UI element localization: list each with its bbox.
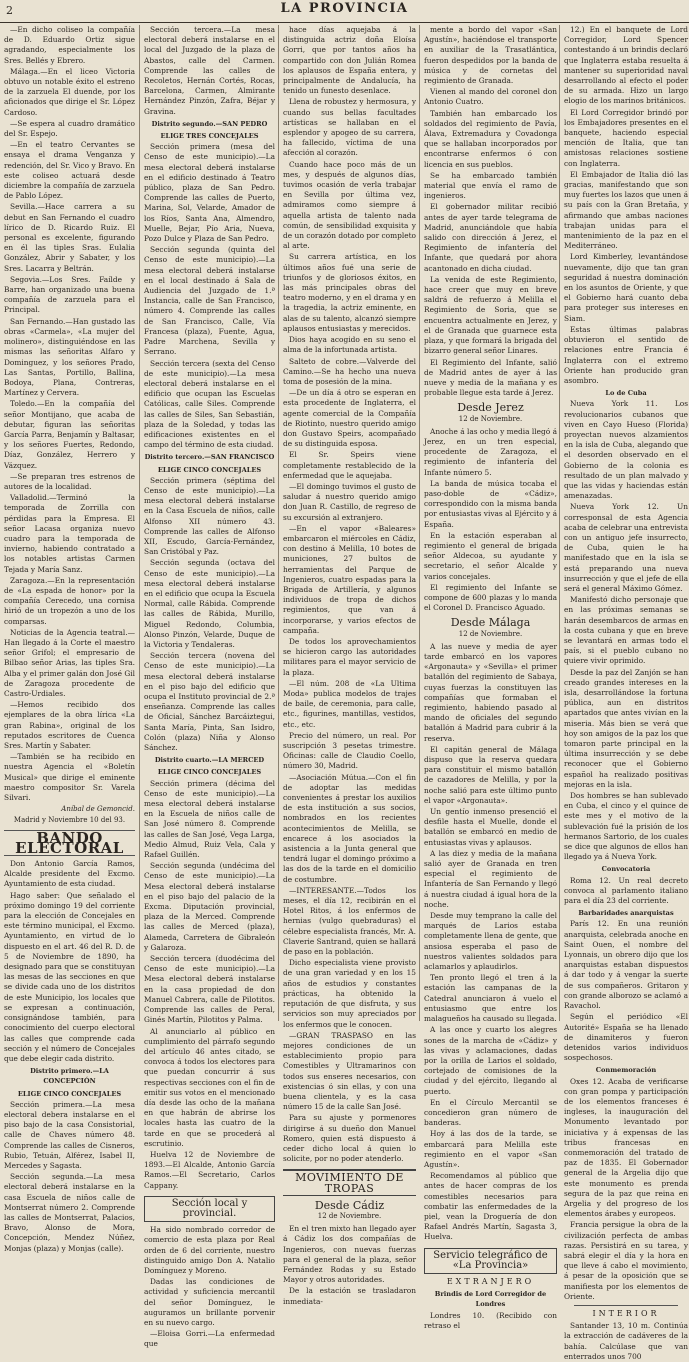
paragraph: Sevilla.—Hace carrera a su debut en San Fernando el cuadro lírico de D. Ricardo Ruiz. El personal es excelente, figurando en él las tiples Sras. Eulalia González, Abrir y Sabater, y los Sres. Lacarra y Beltrán. [4, 202, 135, 273]
paragraph: El Lord Corregidor brindó por los Embajadores presentes en el banquete, haciendo especial mención de Italia, que tan amistosas relaciones sostiene con Inglaterra. [564, 107, 688, 168]
section-heading: Sección local y provincial. [144, 1196, 275, 1222]
paragraph: Salteto de cobre.—Valverde del Camino.—Se ha hecho una nueva toma de posesión de la mina. [283, 356, 416, 386]
dateline: 12 de Noviembre. [458, 629, 523, 638]
subheading: Distrito primero.—LA CONCEPCIÓN [30, 1067, 109, 1086]
paragraph: Sección primera (décima del Censo de este municipio).—La mesa electoral deberá instalarse en la Escuela de niños calle de San José número 8. Comprende las calles de San José, Vega Larga, Medio Almud, Ruiz Vela, Cala y Rafael Guillén. [144, 778, 275, 860]
paragraph: París 12. En una reunión anarquista, celebrada anoche en Saint Ouen, el nombre del Lyonnais, un obrero dijo que los anarquistas estaban dispuestos á dar todo y á vengar la suerte de sus compañeros. Gritaron y con grande alborozo se aclamó a Ravachol. [564, 919, 688, 1011]
paragraph: La banda de música tocaba el paso-doble de «Cádiz», correspondido con la misma banda por entusiastas vivas al Ejército y á España. [424, 478, 557, 529]
paragraph: Roma 12. Un real decreto convoca al parlamento italiano para el día 23 del corriente. [564, 875, 688, 906]
subheading: Distrito segundo.—SAN PEDRO [151, 119, 268, 128]
paragraph: El capitán general de Málaga dispuso que la reserva quedara para constituir el mismo batallón de cazadores de Melilla, y por la noche salió para este último punto el vapor «Argonauta». [424, 744, 557, 805]
paragraph: Según el periódico «El Autorité» España se ha llenado de dinamiteros y fueron detenidos varios individuos sospechosos. [564, 1012, 688, 1063]
paragraph: Cuando hace poco más de un mes, y después de algunos días, tuvimos ocasión de verla trabajar en Sevilla por última vez, admiramos como siempre á aquella artista de talento nada común, de sensibilidad exquisita y de un corazón dotado por completo al arte. [283, 159, 416, 251]
paragraph: Vienen al mando del coronel don Antonio Cuatro. [424, 87, 557, 107]
paragraph: —El domingo tuvimos el gusto de saludar á nuestro querido amigo don Juan R. Castillo, de regreso de su excursión al extranjero. [283, 481, 416, 522]
page-header [0, 0, 689, 23]
paragraph: De la estación se trasladaron inmediata- [283, 1286, 416, 1306]
paragraph: Nueva York 12. Un corresponsal de esta Agencia acaba de celebrar una entrevista con un antiguo jefe insurrecto, de Cuba, quien le ha manifestado que en la isla se está preparando una nueva insurrección y que el jefe de ella será el general Máximo Gómez. [564, 502, 688, 593]
paragraph: Huelva 12 de Noviembre de 1893.—El Alcalde, Antonio García Ramos.—El Secretario, Carlos Cappany. [144, 1149, 275, 1190]
paragraph: —En el teatro Cervantes se ensaya el drama Venganza y redención, del Sr. Vico y Bravo. En este coliseo actuará desde diciembre la compañía de zarzuela de Pablo López. [4, 140, 135, 201]
paragraph: El Embajador de Italia dió las gracias, manifestando que son muy fuertes los lazos que unen á su país con la Gran Bretaña, y afirmando que ambas naciones trabajan unidas para el mantenimiento de la paz en el Mediterráneo. [564, 169, 688, 251]
paragraph: Al anunciarlo al público en cumplimiento del párrafo segundo del artículo 46 antes citado, se convoca á todos los electores para que puedan concurrir á sus respectivas secciones con el fin de emitir sus votos en el mencionado día desde las ocho de la mañana en que habrán de abrirse los locales hasta las cuatro de la tarde en que se procederá al escrutinio. [144, 1026, 275, 1148]
paragraph: Santander 13, 10 m. Continúa la extracción de cadáveres de la bahía. Calcúlase que van enterrados unos 700 [564, 1321, 688, 1361]
subheading: Convocatoria [601, 865, 651, 874]
paragraph: El Sr. Speirs viene completamente restablecido de la enfermedad que le aquejaba. [283, 450, 416, 480]
paragraph: Su carrera artística, en los últimos años fué una serie de triunfos y de gloriosos éxitos, en las más principales obras del teatro moderno, y en el drama y en la tragedia, la actriz eminente, en alas de su talento, alcanzó siempre aplausos entusiastas y merecidos. [283, 252, 416, 333]
paragraph: —En dicho coliseo la compañía de D. Eduardo Ortiz sigue agradando, especialmente los Sres. Bellés y Ebrero. [4, 25, 135, 65]
subheading: Barbaridades anarquistas [578, 909, 674, 918]
paragraph: Segovia.—Los Sres. Faílde y Barre, han organizado una buena compañía de zarzuela para el Principal. [4, 274, 135, 315]
paragraph: En el tren mixto han llegado ayer á Cádiz los dos compañías de Ingenieros, con nuevas fuerzas para el general de la plaza, señor Fernández Rodas y su Estado Mayor y otros autoridades. [283, 1224, 416, 1285]
date-heading: Desde Jerez [457, 401, 524, 415]
paragraph: Sección tercera (sexta del Censo de este municipio).—La mesa electoral deberá instalarse en el edificio que ocupan las Escuelas Católicas, calle Siles. Comprende las calles de Siles, San Sebastián, plaza de la Soledad, y todas las edificaciones existentes en el campo del término de esta ciudad. [144, 358, 275, 450]
section-heading: Servicio telegráfico de «La Provincia» [424, 1248, 557, 1274]
paragraph: El regimiento del Infante se compone de 600 plazas y lo manda el Coronel D. Francisco Aguado. [424, 582, 557, 613]
date-heading: Desde Cádiz [314, 1198, 385, 1212]
subheading: Distrito cuarto.—LA MERCED [154, 756, 265, 765]
paragraph: Londres 10. (Recibido con retraso el [424, 1310, 557, 1330]
paragraph: A las nueve y media de ayer tarde embarcó en los vapores «Argonauta» y «Sevilla» el primer batallón del regimiento de Sabaya, cuyas fuerzas la constituyen las compañías que formaban el regimiento, habiendo pasado al mando de oficiales del segundo batallón á Madrid para cubrir á la reserva. [424, 641, 557, 743]
paragraph: —Se preparan tres estrenos de autores de la localidad. [4, 471, 135, 491]
paragraph: —También se ha recibido en nuestra Agencia el «Boletín Musical» que dirige el eminente maestro compositor Sr. Varela Silvari. [4, 752, 135, 803]
paragraph: Dos hombres se han sublevado en Cuba, el cinco y el quince de este mes y el motivo de la sublevación fué la prisión de los hermanos Sartorio, de los cuales se dice que algunos de ellos han llegado ya á Nueva York. [564, 791, 688, 862]
paragraph: Sección tercera (duodécima del Censo de este municipio).—La Mesa electoral deberá instalarse en la casa propiedad de don Manuel Cabrera, calle de Pilotitos. Comprende las calles de Peral, Ginés Martín, Pilotitos y Palma. [144, 954, 275, 1025]
paragraph: mente a bordo del vapor «San Agustín», haciéndose el transporte en auxiliar de la Trasatlántica, fueron despedidos por la banda de música y de cornetas del regimiento de Granada. [424, 25, 557, 86]
divider [574, 1305, 678, 1306]
subheading: ELIGE CINCO CONCEJALES [157, 465, 262, 474]
paragraph: Sección segunda (octava del Censo de este municipio).—La mesa electoral deberá instalarse en el edificio que ocupa la Escuela Normal, calle Rábida. Comprende las calles de Rábida, Murillo, Miguel Redondo, Columbia, Alonso Pinzón, Velarde, Duque de la Victoria y Tendaleras. [144, 558, 275, 649]
subheading: ELIGE TRES CONCEJALES [160, 132, 259, 141]
paragraph: Hoy á las dos de la tarde, se embarcará para Melilla este regimiento en el vapor «San Agustín». [424, 1129, 557, 1169]
paragraph: Don Antonio García Ramos, Alcalde presidente del Excmo. Ayuntamiento de esta ciudad. [4, 859, 135, 889]
paragraph: Llena de robustez y hermosura, y cuando sus bellas facultades artísticas se hallaban en el esplendor y apogeo de su carrera, ha fallecido, víctima de una afección al corazón. [283, 97, 416, 158]
paragraph: Sección segunda.—La mesa electoral deberá instalarse en la casa Escuela de niños calle de Montserrat número 2. Comprende las calles de Montserrat, Palacios, Bravo, Alonso de Mora, Concepción, Mendez Núñez, Monjas (plaza) y Monjas (calle). [4, 1172, 135, 1253]
paragraph: hace días aquejaba á la distinguida actriz doña Eloísa Gorri, que por tantos años ha compartido con don Julián Romea los aplausos de España entera, y principalmente de Andalucía, ha tenido un funesto desenlace. [283, 25, 416, 96]
paragraph: Ha sido nombrado corredor de comercio de esta plaza por Real orden de 6 del corriente, nuestro distinguido amigo Don A. Natalio Domínguez y Moreno. [144, 1225, 275, 1275]
dateline: 12 de Noviembre. [317, 1211, 382, 1220]
column-1 [4, 25, 138, 1253]
paragraph: Precio del número, un real. Por suscripción 3 pesetas trimestre. Oficinas: calle de Claudio Coello, número 30, Madrid. [283, 730, 416, 771]
paragraph: De todos los aprovechamientos se hicieron cargo las autoridades militares para el mayor servicio de la plaza. [283, 636, 416, 677]
paragraph: Sección tercera (novena del Censo de este municipio).—La mesa electoral deberá instalarse en el piso bajo del edificio que ocupa el Instituto provincial de 2.ª enseñanza. Comprende las calles de Oficial, Sánchez Barcáiztegui, Santa María, Pinta, San Isidro, Colón (plaza) Niña y Alonso Sánchez. [144, 651, 275, 753]
dateline: 12 de Noviembre. [458, 414, 523, 423]
section-label: EXTRANJERO [446, 1276, 535, 1286]
paragraph: Lord Kimberley, levantándose nuevamente, dijo que tan gran seguridad á nuestra dominación en los asuntos de Oriente, y que el Gobierno hará cuanto deba para proteger sus intereses en Siam. [564, 252, 688, 323]
paragraph: —De un día á otro se esperan en esta procedente de Inglaterra, el agente comercial de la Compañía de Riotinto, nuestro querido amigo don Gustavo Speirs, acompañado de su distinguida esposa. [283, 388, 416, 449]
paragraph: —Hemos recibido dos ejemplares de la obra lírica «La gran Rabina», original de los reputados escritores de Cuenca Sres. Martín y Sabater. [4, 700, 135, 751]
paragraph: Dadas las condiciones de actividad y suficiencia mercantil del señor Domínguez, le auguramos un brillante porvenir en su nuevo cargo. [144, 1277, 275, 1327]
paragraph: Sección primera (séptima del Censo de este municipio).—La mesa electoral deberá instalarse en la Casa Escuela de niños, calle Alfonso XII número 43. Comprende las calles de Alfonso XII, Escudo, García-Fernández, San Cristóbal y Paz. [144, 475, 275, 557]
masthead: LA PROVINCIA [280, 1, 409, 16]
subheading: Conmemoración [595, 1066, 657, 1075]
paragraph: Sección segunda (undécima del Censo de este municipio).—La Mesa electoral deberá instalarse en el piso bajo del palacio de la Excma. Diputación provincial, plaza de la Merced. Comprende las calles de Merced (plaza), Alameda, Carretera de Gibraleón y Galaroza. [144, 861, 275, 952]
paragraph: Un gentío inmenso presenció el desfile hasta el Muelle, donde el batallón se embarcó en medio de entusiastas vivas y aplausos. [424, 807, 557, 847]
section-title: BANDO ELECTORAL [4, 830, 135, 856]
paragraph: 12.) En el banquete de Lord Corregidor, Lord Spencer contestando á un brindis declaró que Inglaterra estaba resuelta á mantener su superioridad naval desarrollando al efecto el poder de su armada. Hizo un largo elogio de los marinos británicos. [564, 25, 688, 106]
paragraph: Para su ajuste y pormenores dirigirse á su dueño don Manuel Romero, quien está dispuesto á ceder dicho local á quien lo solicite, por no poder atenderlo. [283, 1113, 416, 1164]
paragraph: Oxes 12. Acaba de verificarse con gran pompa y participación de los elementos franceses é ingleses, la inauguración del Monumento levantado por iniciativa y á expensas de las tribus francesas en conmemoración del tratado de paz de 1835. El Gobernador general de la Argelia dijo que este monumento es prenda segura de la paz que reina en Argelia y del progreso de los elementos árabes y europeos. [564, 1076, 688, 1219]
subheading: ELIGE CINCO CONCEJALES [17, 1089, 122, 1098]
paragraph: Recomendamos al público que antes de hacer compras de los comestibles necesarios para combatir las enfermedades de la piel, vean la Droguería de don Rafael Andrés Martín, Sagasta 3, Huelva. [424, 1171, 557, 1242]
paragraph: Noticias de la Agencia teatral.—Han llegado á la Corte el maestro señor Grifol; el empresario de Bilbao señor Arias, las tiples Sra. Alba y el primer galán don José Gil de Zaragoza procedente de Castro-Urdiales. [4, 627, 135, 698]
subheading: Distrito tercero.—SAN FRANCISCO [144, 453, 275, 462]
paragraph: San Fernando.—Han gustado las obras «Carmela», «La mujer del molinero», distinguiéndose en las mismas las señoritas Alfaro y Dominguez, y los señores Prado, Las Santas, Portillo, Ballina, Bodoya, Plana, Contreras, Martínez y Cervera. [4, 316, 135, 398]
subheading: ELIGE CINCO CONCEJALES [157, 768, 262, 777]
paragraph: El Regimiento del Infante, salió de Madrid antes de ayer á las nueve y media de la mañana y es probable llegue esta tarde á Jerez. [424, 357, 557, 398]
paragraph: Dicho especialista viene provisto de una gran variedad y en los 15 años de estudios y constantes prácticas, ha obtenido la reputación de que disfruta, y sus servicios son muy apreciados por los enfermos que le conocen. [283, 958, 416, 1029]
paragraph: Estas últimas palabras obtuvieron el sentido de relaciones entre Francia é Inglaterra con el extremo Oriente han producido gran asombro. [564, 324, 688, 385]
paragraph: El gobernador militar recibió antes de ayer tarde telegrama de Madrid, anunciándole que había salido con dirección á Jerez, el Regimiento de infantería del Infante, que quedará por ahora acantonado en dicha ciudad. [424, 202, 557, 273]
subheading: Brindis de Lord Corregidor de Londres [434, 1290, 547, 1309]
date-heading: Desde Málaga [450, 616, 531, 630]
paragraph: —En el vapor «Baleares» embarcaron el miércoles en Cádiz, con destino á Melilla, 10 botes de municiones, 27 bultos de herramientas del Parque de Ingenieros, cuatro espadas para la Brigada de Artillería, y algunos individuos de tropa de dichos regimientos, que van á incorporarse, y varios efectos de campaña. [283, 523, 416, 635]
paragraph: Sección primera.—La mesa electoral debera instalarse en el piso bajo de la casa Consistorial, calle de Chaves número 48. Comprende las calles de Cisneros, Rubio, Tetuán, Alférez, Isabel II, Mercedes y Sagasta. [4, 1099, 135, 1170]
paragraph: —Eloisa Gorri.—La enfermedad que [144, 1329, 275, 1349]
paragraph: —GRAN TRASPASO en las mejores condiciones de un establecimiento propio para Comestibles y Ultramarinos con todos sus enseres necesarios, con existencias ó sin ellas, y con una buena clientela, y es la casa número 15 de la calle San José. [283, 1030, 416, 1112]
paragraph: Zaragoza.—En la representación de «La espada de honor» por la compañía Cerecedo, una cornisa hirió de un tropezón a uno de los comparsas. [4, 575, 135, 626]
section-title: INTERIOR [592, 1308, 660, 1318]
paragraph: Desde muy temprano la calle del marqués de Larios estaba completamente llena de gente, que ansiosa esperaba el paso de nuestros valientes soldados para aclamarlos y aplaudirlos. [424, 911, 557, 972]
paragraph: —El núm. 208 de «La Ultima Moda» publica modelos de trajes de baile, de ceremonia, para calle, etc., figurines, mantillas, vestidos, etc., etc. [283, 678, 416, 729]
paragraph: Hago saber: Que señalado el próximo domingo 19 del corriente para la elección de Concejales en este término municipal, el Excmo. Ayuntamiento, en virtud de lo dispuesto en el art. 46 del R. D. de 5 de Noviembre de 1890, ha designado para que se constituyan las mesas de las secciones en que se divide cada uno de los distritos de este Municipio, los locales que se expresan a continuación, consignándose también, para conocimiento del cuerpo electoral las calles que comprende cada sección y el número de Concejales que debe elegir cada distrito. [4, 890, 135, 1063]
paragraph: Desde la paz del Zanjón se han creado grandes intereses en la isla, desarrollándose la fortuna pública, aun en distritos apartados que antes vivían en la miseria. Más bien se verá que hoy son amigos de la paz los que tomaron parte principal en la última insurrección y se debe reconocer que el Gobierno español ha realizado positivas mejoras en la isla. [564, 667, 688, 789]
paragraph: Valladolid.—Terminó la temporada de Zorrilla con pérdidas para la Empresa. El señor Lacasa organiza nuevo cuadro para la temporada de invierno, habiendo contratado a los notables artistas Carmen Tejada y María Sanz. [4, 493, 135, 574]
column-5 [559, 25, 688, 1361]
paragraph: —Asociación Mútua.—Con el fin de adoptar las medidas convenientes á prestar los auxilios de esta institución a sus socios, nombrados en los recientes acontecimientos de Melilla, se encarece á los asociados la asistencia a la Junta general que tendrá lugar el domingo próximo a las dos de la tarde en el domicilio de costumbre. [283, 772, 416, 884]
paragraph: A las once y cuarto los alegres sones de la marcha de «Cádiz» y las vivas y aclamaciones, dadas por la orilla de Larios el soldado, cortejado de comisiones de la ciudad y del ejército, llegando al puerto. [424, 1025, 557, 1096]
paragraph: A las diez y media de la mañana salió ayer de Granada en tren especial el regimiento de Infantería de San Fernando y llegó á nuestra ciudad á igual hora de la noche. [424, 848, 557, 909]
paragraph: Sección segunda (quinta del Censo de este municipio).—La mesa electoral deberá instalarse en el local destinado á Sala de Audiencia del Juzgado de 1.ª Instancia, calle de San Francisco, número 4. Comprende las calles de San Francisco, Calle, Vía Francesa (plaza), Fuente, Agua, Padre Marchena, Sevilla y Serrano. [144, 245, 275, 357]
paragraph: En el Círculo Mercantil se concedieron gran número de banderas. [424, 1097, 557, 1128]
paragraph: Francia persigue la obra de la civilización perfecta de ambas razas. Persistirá en su tarea, y sabrá elegir el día y la hora en que lleve á cabo el movimiento, á pesar de la oposición que se manifiesta por los elementos de Oriente. [564, 1220, 688, 1301]
signature: Aníbal de Gemoncid. [61, 805, 135, 814]
column-3 [278, 25, 419, 1306]
column-4 [419, 25, 560, 1330]
column-2 [139, 25, 278, 1349]
paragraph: Nueva York 11. Los revolucionarios cubanos que viven en Cayo Hueso (Florida) proyectan nuevos alzamientos en la isla de Cuba, alegando que el desorden observado en el Gobierno de la colonia es resultado de un plan malvado y que las vidas y haciendas están amenazadas. [564, 399, 688, 501]
paragraph: Sección tercera.—La mesa electoral deberá instalarse en el local del Juzgado de la plaza de Abastos, calle del Carmen. Comprende las calles de Recoletos, Hernán Cortés, Rocas, Barcelona, Carmen, Almirante Hernández Pinzón, Zafra, Béjar y Gravina. [144, 25, 275, 116]
newspaper-columns [4, 25, 688, 1361]
page-number: 2 [6, 4, 13, 17]
subheading: Lo de Cuba [605, 389, 647, 398]
paragraph: Sección primera (mesa del Censo de este municipio).—La mesa electoral deberá instalarse en el edificio destinado á Teatro público, plaza de San Pedro. Comprende las calles de Puerto, Marina, Sol, Velarde, Amador de los Ríos, Santa Ana, Almendro, Muelle, Bejar, Pío Aria, Nueva, Pozo Dulce y Plaza de San Pedro. [144, 142, 275, 244]
paragraph: Dios haya acogido en su seno el alma de la infortunada artista. [283, 335, 416, 355]
section-heading: MOVIMIENTO DE TROPAS [283, 1169, 416, 1195]
paragraph: Anoche á las ocho y media llegó á Jerez, en un tren especial, procedente de Zaragoza, el regimiento de infantería del Infante número 5. [424, 426, 557, 477]
dateline: Madrid y Noviembre 10 del 93. [13, 816, 126, 825]
paragraph: Se ha embarcado también material que envía el ramo de ingenieros. [424, 170, 557, 201]
paragraph: La venida de este Regimiento, hace creer que muy en breve saldrá de refuerzo á Melilla el Regimiento de Soria, que se encuentra actualmente en Jerez, y el de Granada que guarnece esta plaza, y que formará la brigada del bizarro general señor Linares. [424, 274, 557, 356]
paragraph: En la estación esperaban al regimiento el general de brigada señor Aldecoa, su ayudante y secretario, el señor Alcalde y varios concejales. [424, 530, 557, 581]
paragraph: —Se espera al cuadro dramático del Sr. Espejo. [4, 118, 135, 139]
paragraph: Manifestó dicho personaje que en las próximas semanas se harán desembarcos de armas en la costa cubana y que en breve se levantará en armas todo el país, si el pueblo cubano no quiere vivir oprimido. [564, 595, 688, 666]
paragraph: Toledo.—En la compañía del señor Montijano, que acaba de debutar, figuran las señoritas García Parra, Benjamín y Baltasar, y los señores Fuertes, Redondo, Díaz, González, Herrero y Vázquez. [4, 399, 135, 470]
paragraph: También han embarcado los soldados del regimiento de Pavía, Álava, Extremadura y Covadonga que se hallaban incorporados por encontrarse enfermos ó con licencia en sus pueblos. [424, 108, 557, 169]
paragraph: Málaga.—En el liceo Victoria obtuvo un notable éxito el estreno de la zarzuela El duende, por los aficionados que dirige el Sr. López Cardoso. [4, 66, 135, 117]
paragraph: —INTERESANTE.—Todos los meses, el día 12, recibirán en el Hotel Ritos, á los enfermos de hernias (vulgo quebraduras) el célebre especialista francés, Mr. A. Claverie Santrand, quien se hallará de paso en la población. [283, 885, 417, 957]
paragraph: Ten pronto llegó el tren á la estación las campanas de la Catedral anunciaron á vuelo el entusiasmo que entre los malagueños ha causado su llegada. [424, 973, 557, 1024]
